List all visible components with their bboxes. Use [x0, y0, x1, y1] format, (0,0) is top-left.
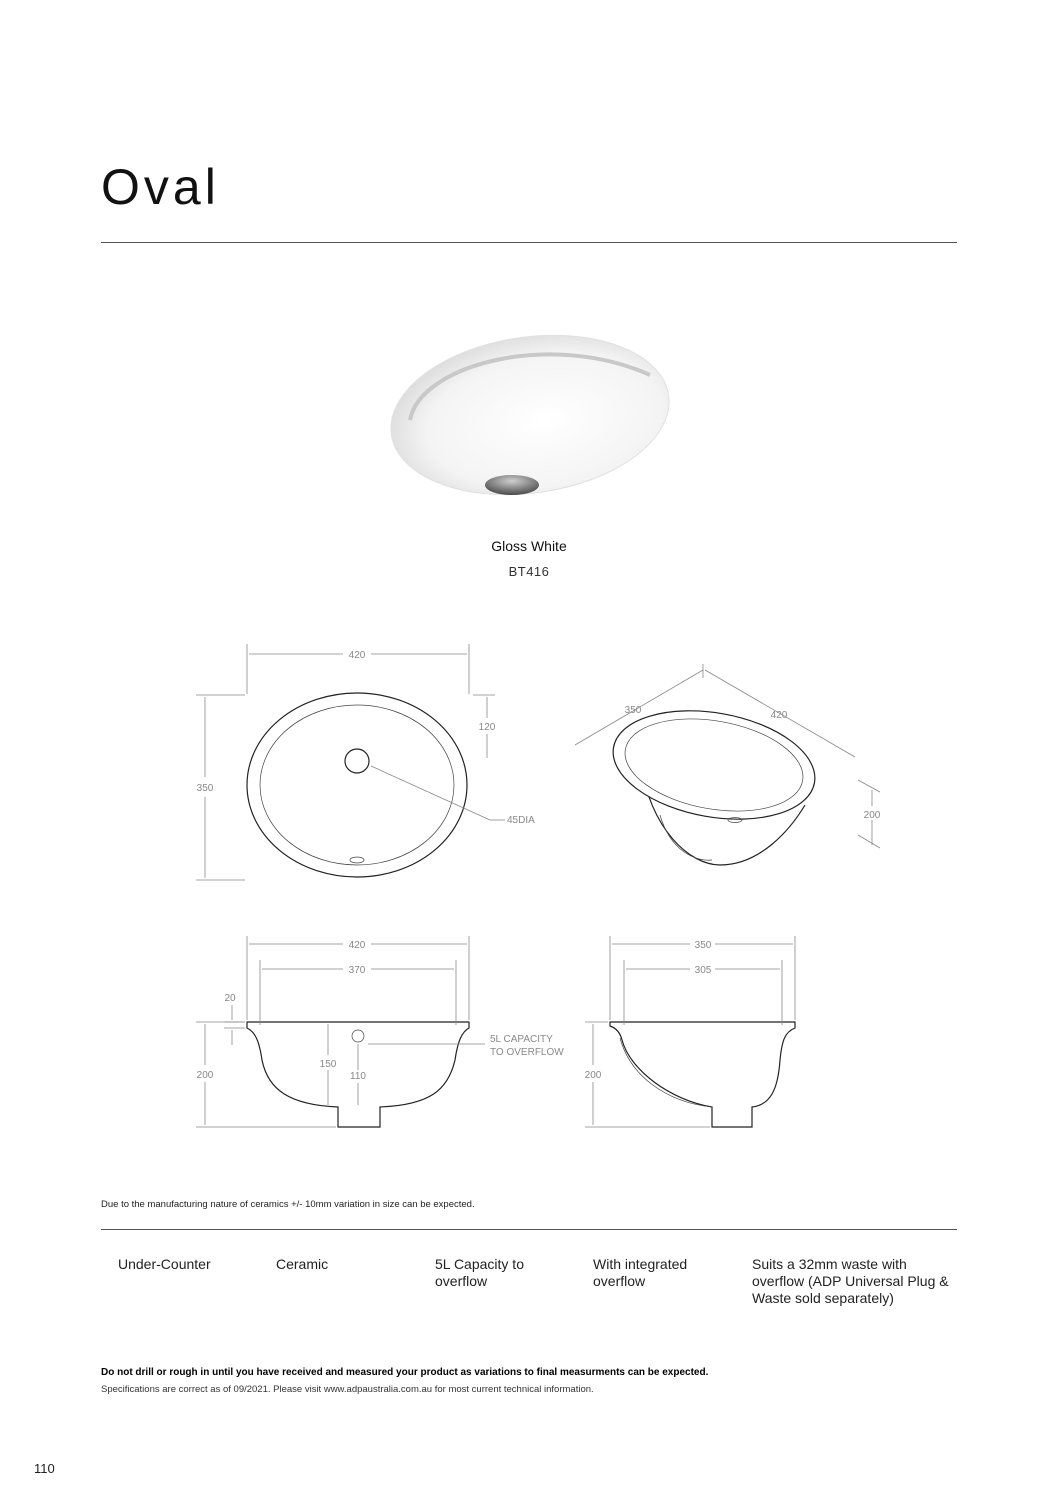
iso-height-label: 200: [863, 810, 881, 821]
iso-view: [575, 664, 881, 865]
front-rim-label: 20: [224, 993, 236, 1004]
finish-code: BT416: [508, 564, 550, 579]
top-waste-offset-label: 120: [478, 722, 496, 733]
feature-mount: Under-Counter: [118, 1256, 211, 1272]
feature-capacity: 5L Capacity to overflow: [435, 1256, 524, 1289]
front-capacity-line2: TO OVERFLOW: [490, 1047, 564, 1058]
side-section: [585, 936, 795, 1127]
iso-depth-label: 350: [624, 705, 642, 716]
page-number: 110: [34, 1461, 55, 1476]
top-waste-dia-label: 45DIA: [507, 815, 535, 826]
top-view: [196, 644, 535, 880]
product-photo: [380, 325, 680, 500]
feature-material: Ceramic: [276, 1256, 329, 1272]
top-width-label: 420: [348, 650, 366, 661]
top-depth-label: 350: [196, 783, 214, 794]
drilling-warning: Do not drill or rough in until you have received and measured your product as variations to final measurments can be expected.: [101, 1367, 709, 1378]
front-section: [196, 936, 564, 1127]
front-inner-width-label: 370: [348, 965, 366, 976]
tolerance-note: Due to the manufacturing nature of ceramics +/- 10mm variation in size can be expected.: [101, 1199, 475, 1210]
side-inner-width-label: 305: [694, 965, 712, 976]
technical-drawings: [0, 620, 1058, 1140]
features-divider: [101, 1229, 957, 1230]
page-title: Oval: [101, 159, 220, 215]
front-height-label: 200: [196, 1070, 214, 1081]
spec-note: Specifications are correct as of 09/2021. Please visit www.adpaustralia.com.au for most current technical information.: [101, 1384, 594, 1395]
feature-overflow: With integrated overflow: [593, 1256, 688, 1289]
front-width-label: 420: [348, 940, 366, 951]
side-width-label: 350: [694, 940, 712, 951]
front-bowl-depth-label: 150: [319, 1059, 337, 1070]
side-height-label: 200: [584, 1070, 602, 1081]
front-overflow-height-label: 110: [350, 1071, 366, 1082]
iso-width-label: 420: [770, 710, 788, 721]
finish-name: Gloss White: [491, 538, 567, 554]
feature-waste: Suits a 32mm waste with overflow (ADP Universal Plug & Waste sold separately): [752, 1256, 949, 1306]
title-divider: [101, 242, 957, 243]
front-capacity-line1: 5L CAPACITY: [490, 1034, 553, 1045]
